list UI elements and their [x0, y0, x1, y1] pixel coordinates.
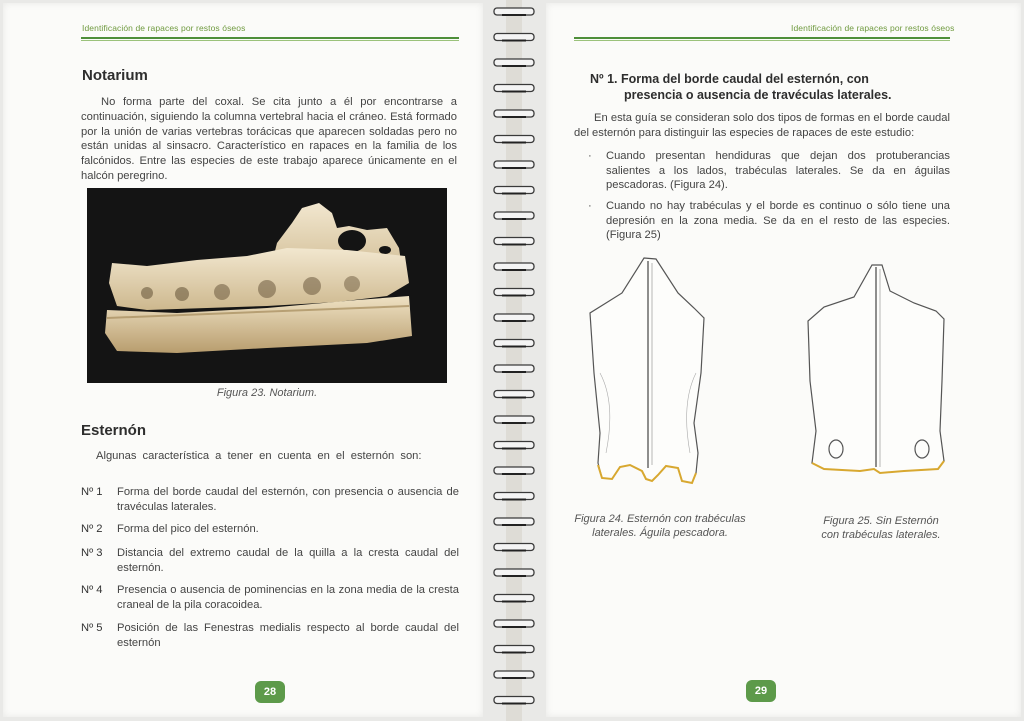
left-page — [3, 3, 483, 717]
running-header: Identificación de rapaces por restos óseos — [791, 23, 955, 33]
section-title — [590, 71, 892, 103]
figure-25-caption: Figura 25. Sin Esternón con trabéculas laterales. — [821, 515, 941, 541]
list-item: Nº 4 Presencia o ausencia de pominencias en la zona media de la cresta craneal de la pila coracoidea. — [81, 584, 459, 611]
spiral-coil — [494, 620, 534, 627]
spiral-coil — [494, 136, 534, 143]
bullet-item: · Cuando no hay trabéculas y el borde es continuo o sólo tiene una depresión en la zona media. Se da en el resto de las especies. (Figura 25) — [588, 200, 950, 241]
spiral-coil — [494, 34, 534, 41]
spiral-coil — [494, 238, 534, 245]
list-item: Nº 1 Forma del borde caudal del esternón, con presencia o ausencia de travéculas laterales. — [81, 486, 459, 513]
header-rule-thin — [81, 40, 459, 41]
list-item: Nº 3 Distancia del extremo caudal de la quilla a la cresta caudal del esternón. — [81, 547, 459, 574]
spiral-coil — [494, 697, 534, 704]
header-rule-thin — [574, 40, 950, 41]
spiral-coil — [494, 544, 534, 551]
spiral-coil — [494, 8, 534, 15]
spiral-coil — [494, 467, 534, 474]
section-title-line2: presencia o ausencia de travéculas laterales. — [624, 88, 892, 102]
spiral-coil — [494, 212, 534, 219]
spiral-binding — [484, 0, 544, 721]
notarium-heading: Notarium — [82, 67, 148, 84]
spiral-coil — [494, 365, 534, 372]
spiral-coil — [494, 263, 534, 270]
figure-24-sternum-drawing — [586, 253, 716, 493]
bullet-item: · Cuando presentan hendiduras que dejan dos protuberancias salientes a los lados, trabéculas laterales. Se da en águilas pescadoras. (Figura 24). — [588, 150, 950, 191]
notarium-paragraph: No forma parte del coxal. Se cita junto a él por encontrarse a continuación, siguiendo la columna vertebral hacia el cráneo. Está formado por la unión de varias vertebras torácicas que aparecen soldadas pero no están unidas al sinsacro. Característico en rapaces en la familia de los falcónidos. Entre las especies de este trabajo aparece únicamente en el halcón peregrino. — [81, 96, 457, 182]
spiral-coil — [494, 442, 534, 449]
spiral-coil — [494, 314, 534, 321]
spiral-coil — [494, 391, 534, 398]
spiral-coil — [494, 289, 534, 296]
spiral-coil — [494, 416, 534, 423]
list-item: Nº 2 Forma del pico del esternón. — [81, 523, 259, 535]
header-rule — [81, 37, 459, 39]
esternon-heading: Esternón — [81, 422, 147, 439]
page-number-badge: 28 — [255, 681, 285, 703]
running-header: Identificación de rapaces por restos óseos — [82, 23, 246, 33]
spiral-coil — [494, 59, 534, 66]
spiral-coil — [494, 493, 534, 500]
spiral-coil — [494, 671, 534, 678]
spiral-coil — [494, 646, 534, 653]
right-page — [546, 3, 1021, 717]
list-item: Nº 5 Posición de las Fenestras medialis respecto al borde caudal del esternón — [81, 622, 459, 649]
notarium-photo — [87, 188, 447, 383]
spiral-coil — [494, 85, 534, 92]
spiral-coil — [494, 340, 534, 347]
section-title-line1: Nº 1. Forma del borde caudal del esternón, con — [590, 72, 869, 86]
spiral-coil — [494, 518, 534, 525]
spiral-coil — [494, 187, 534, 194]
esternon-intro: Algunas característica a tener en cuenta en el esternón son: — [96, 450, 422, 462]
header-rule — [574, 37, 950, 39]
spiral-coil — [494, 110, 534, 117]
spiral-coil — [494, 569, 534, 576]
figure-24-caption: Figura 24. Esternón con trabéculas laterales. Águila pescadora. — [574, 513, 746, 539]
spiral-coil — [494, 595, 534, 602]
figure-23-caption: Figura 23. Notarium. — [216, 387, 318, 399]
page-number-badge: 29 — [746, 680, 776, 702]
spiral-coil — [494, 161, 534, 168]
section-intro: En esta guía se consideran solo dos tipos de formas en el borde caudal del esternón para distinguir las especies de rapaces de este estudio: — [574, 112, 950, 139]
